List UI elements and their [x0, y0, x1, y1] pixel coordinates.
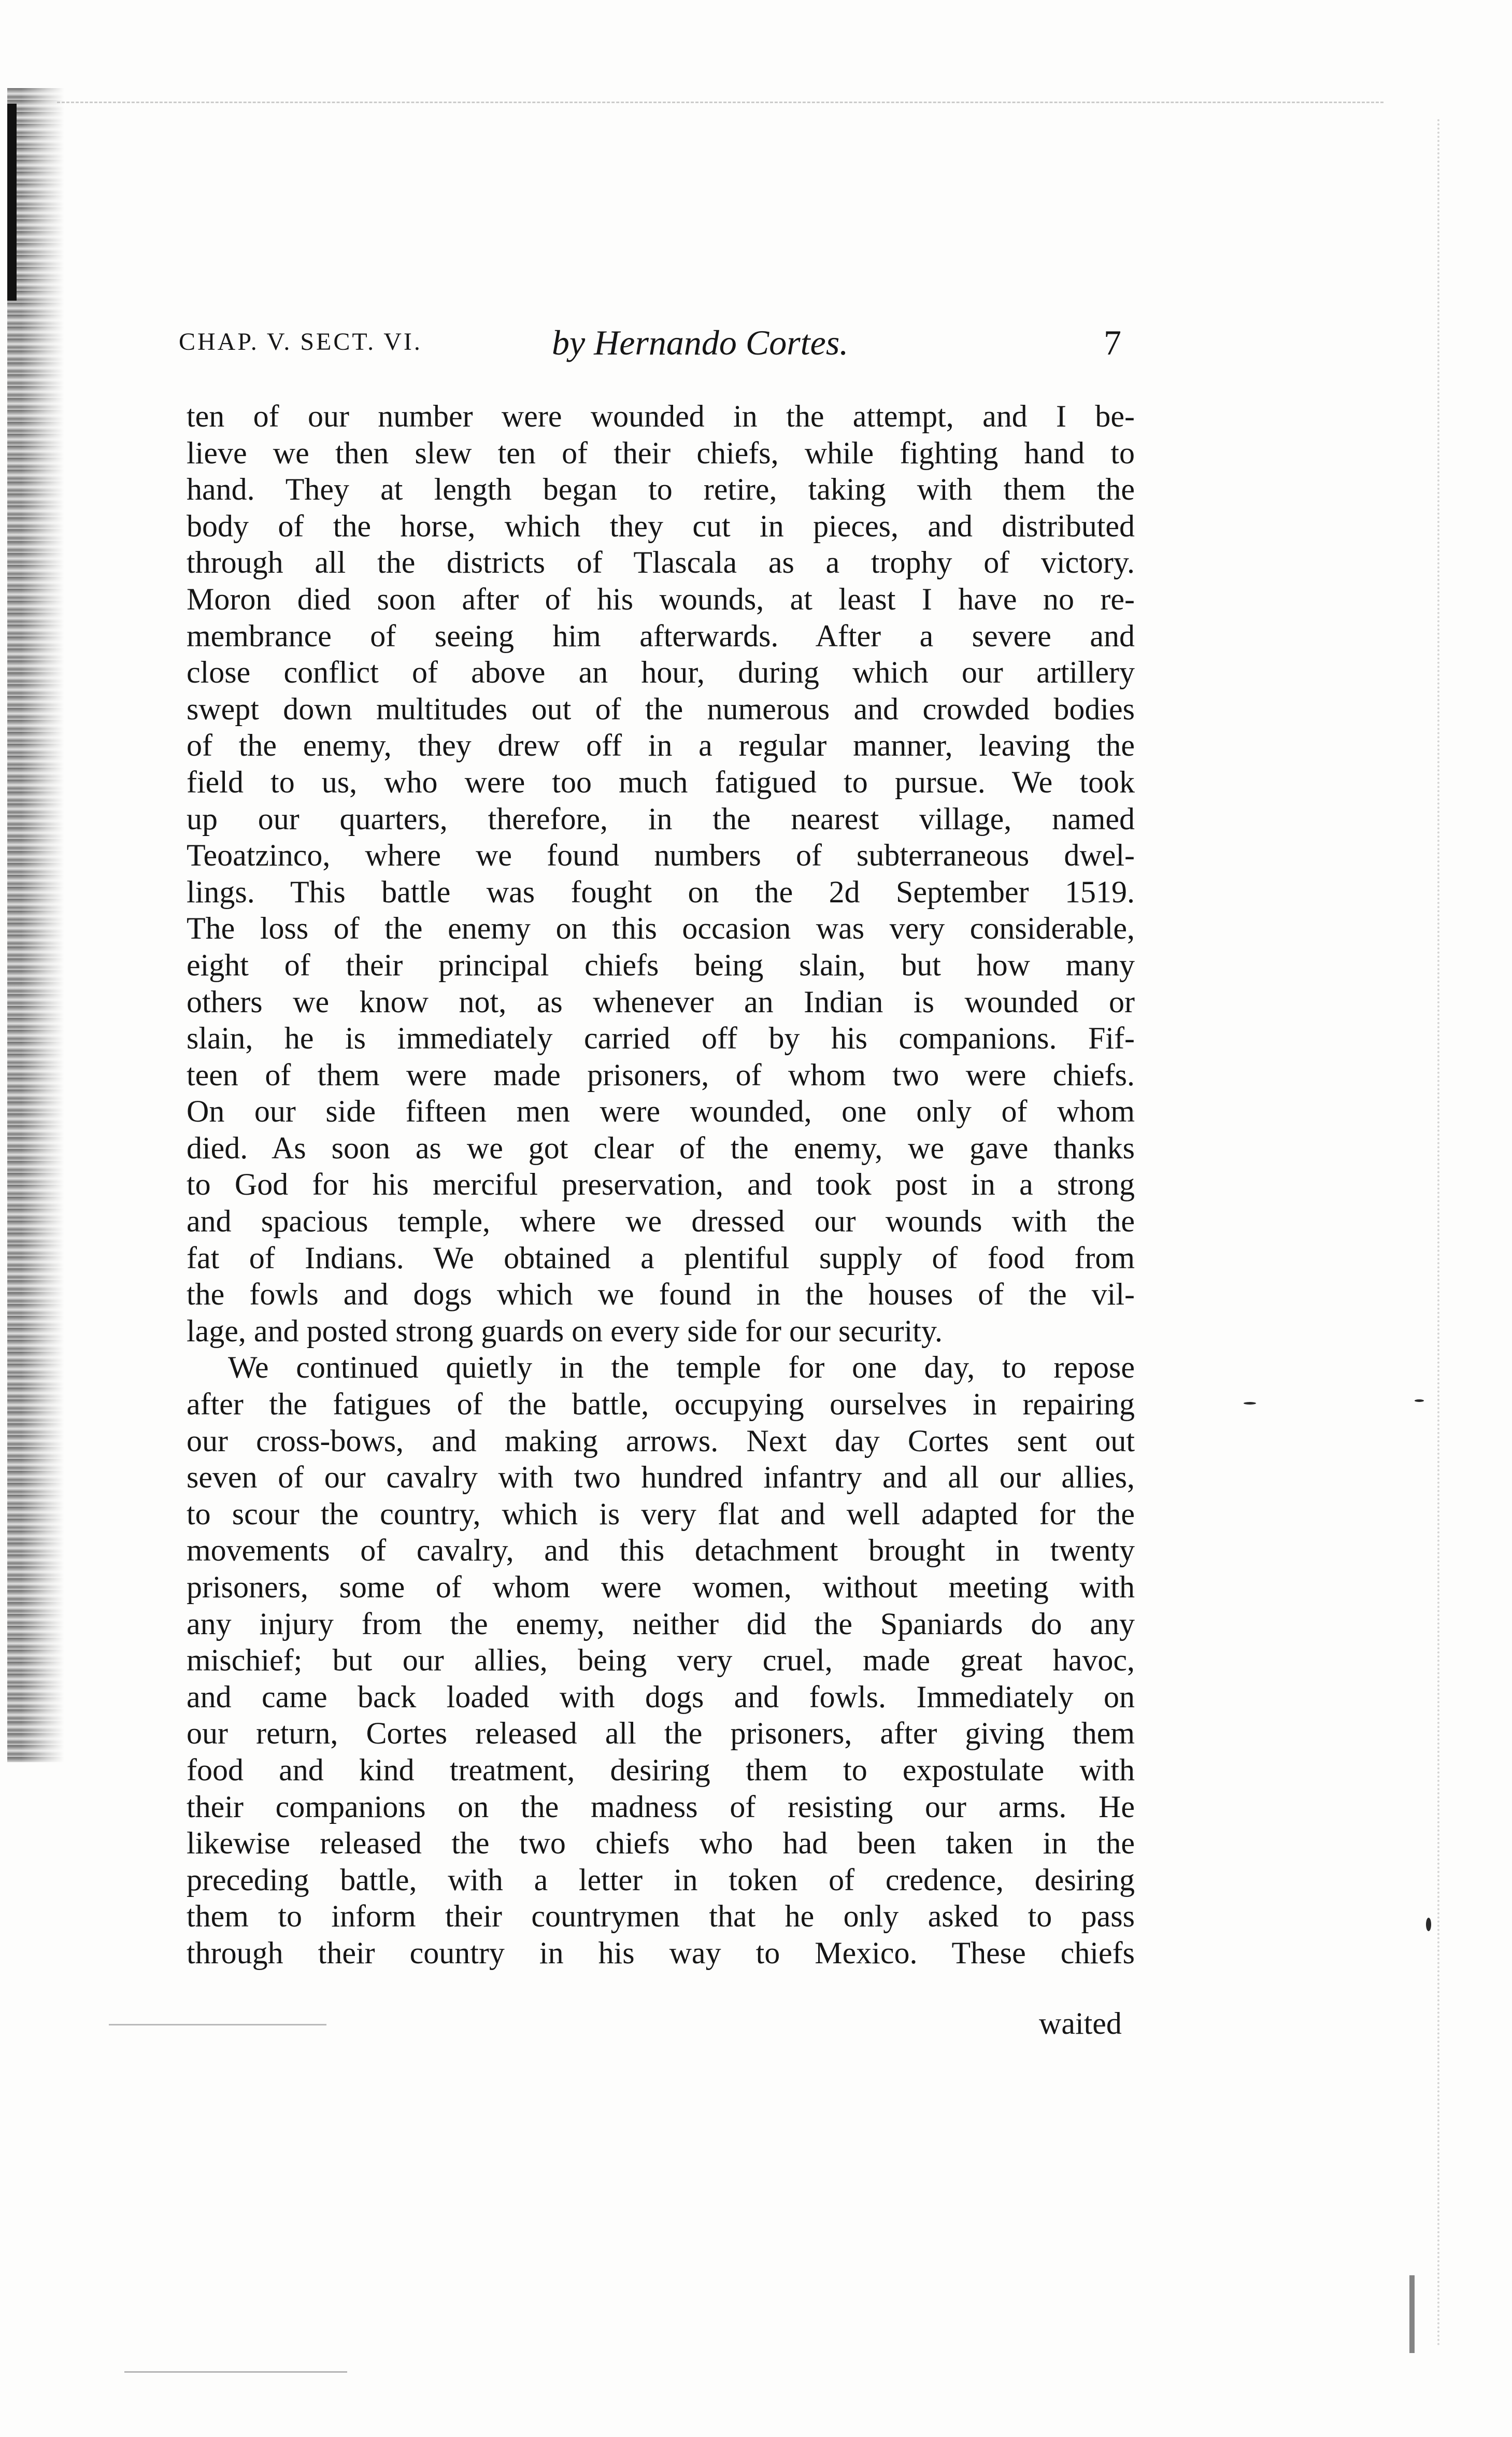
ink-speck: [1426, 1918, 1431, 1931]
binding-edge: [7, 104, 17, 301]
text-line: others we know not, as whenever an Indian is wounded or: [187, 984, 1135, 1019]
page-number: 7: [1104, 323, 1121, 362]
ink-speck: [1244, 1402, 1256, 1405]
text-line: through all the districts of Tlascala as a trophy of victory.: [187, 545, 1135, 580]
text-line: slain, he is immediately carried off by his companions. Fif-: [187, 1021, 1135, 1056]
text-line: fat of Indians. We obtained a plentiful supply of food from: [187, 1240, 1135, 1275]
text-line: On our side fifteen men were wounded, one only of whom: [187, 1094, 1135, 1129]
text-line: hand. They at length began to retire, taking with them the: [187, 472, 1135, 507]
text-line: Moron died soon after of his wounds, at least I have no re-: [187, 582, 1135, 616]
text-line: and spacious temple, where we dressed our wounds with the: [187, 1204, 1135, 1239]
text-line: food and kind treatment, desiring them to expostulate with: [187, 1752, 1135, 1787]
running-title: by Hernando Cortes.: [552, 323, 849, 362]
text-line: prisoners, some of whom were women, without meeting with: [187, 1570, 1135, 1604]
text-line: likewise released the two chiefs who had been taken in the: [187, 1826, 1135, 1861]
text-line: body of the horse, which they cut in pieces, and distributed: [187, 508, 1135, 543]
margin-mark: [1409, 2275, 1415, 2353]
text-line: mischief; but our allies, being very cruel, made great havoc,: [187, 1643, 1135, 1678]
text-line: field to us, who were too much fatigued to pursue. We took: [187, 764, 1135, 799]
text-line: lage, and posted strong guards on every side for our security.: [187, 1313, 943, 1348]
text-line: The loss of the enemy on this occasion was very considerable,: [187, 911, 1135, 946]
text-line: eight of their principal chiefs being slain, but how many: [187, 947, 1135, 982]
text-line: Teoatzinco, where we found numbers of subterraneous dwel-: [187, 838, 1135, 873]
chapter-section-label: CHAP. V. SECT. VI.: [179, 328, 422, 356]
text-line: close conflict of above an hour, during which our artillery: [187, 655, 1135, 690]
text-line: the fowls and dogs which we found in the houses of the vil-: [187, 1277, 1135, 1312]
text-line: our cross-bows, and making arrows. Next day Cortes sent out: [187, 1423, 1135, 1458]
bottom-edge-mark: [124, 2371, 347, 2373]
text-line: died. As soon as we got clear of the enemy, we gave thanks: [187, 1130, 1135, 1165]
text-line: them to inform their countrymen that he only asked to pass: [187, 1899, 1135, 1934]
catchword: waited: [1039, 2006, 1122, 2041]
text-line: through their country in his way to Mexico. These chiefs: [187, 1935, 1135, 1970]
top-edge-mark: [57, 102, 1383, 103]
text-line: to scour the country, which is very flat and well adapted for the: [187, 1496, 1135, 1531]
text-line: any injury from the enemy, neither did the Spaniards do any: [187, 1606, 1135, 1641]
text-line: seven of our cavalry with two hundred infantry and all our allies,: [187, 1460, 1135, 1495]
body-text: [187, 398, 1135, 1972]
text-line: their companions on the madness of resisting our arms. He: [187, 1789, 1135, 1824]
text-line: ten of our number were wounded in the attempt, and I be-: [187, 399, 1135, 433]
running-header: [179, 322, 1215, 369]
text-line: preceding battle, with a letter in token of credence, desiring: [187, 1862, 1135, 1897]
text-line: and came back loaded with dogs and fowls. Immediately on: [187, 1679, 1135, 1714]
text-line: lieve we then slew ten of their chiefs, while fighting hand to: [187, 435, 1135, 470]
ink-speck: [1415, 1399, 1424, 1402]
text-line: to God for his merciful preservation, and took post in a strong: [187, 1167, 1135, 1202]
text-line: after the fatigues of the battle, occupying ourselves in repairing: [187, 1387, 1135, 1422]
text-line: our return, Cortes released all the prisoners, after giving them: [187, 1716, 1135, 1751]
text-line: We continued quietly in the temple for one day, to repose: [228, 1350, 1135, 1385]
text-line: movements of cavalry, and this detachment brought in twenty: [187, 1533, 1135, 1568]
text-line: of the enemy, they drew off in a regular manner, leaving the: [187, 728, 1135, 763]
underline-smudge: [109, 2024, 326, 2025]
text-line: swept down multitudes out of the numerous and crowded bodies: [187, 691, 1135, 726]
text-line: up our quarters, therefore, in the nearest village, named: [187, 801, 1135, 836]
text-line: lings. This battle was fought on the 2d September 1519.: [187, 874, 1135, 909]
binding-shadow: [7, 88, 64, 1762]
right-edge-mark: [1431, 119, 1439, 2348]
text-line: membrance of seeing him afterwards. After a severe and: [187, 618, 1135, 653]
text-line: teen of them were made prisoners, of whom two were chiefs.: [187, 1057, 1135, 1092]
